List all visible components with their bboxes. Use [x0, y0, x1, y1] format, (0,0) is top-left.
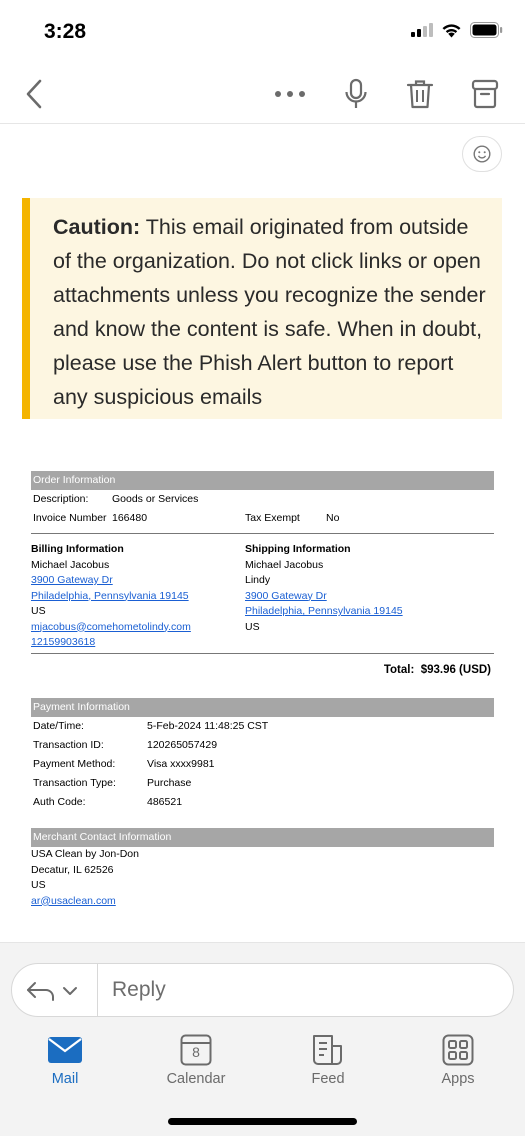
- more-horizontal-icon: [274, 90, 306, 98]
- payment-row: [31, 755, 494, 774]
- payment-row: [31, 793, 494, 812]
- merchant-email-link[interactable]: ar@usaclean.com: [31, 894, 116, 907]
- payment-row-label: Transaction Type:: [33, 777, 116, 789]
- chevron-down-icon: [62, 986, 78, 996]
- description-label: Description:: [33, 493, 89, 505]
- shipping-name: Michael Jacobus: [245, 558, 324, 571]
- billing-header: Billing Information: [31, 543, 124, 555]
- tab-calendar[interactable]: [151, 1033, 241, 1087]
- invoice-value: 166480: [112, 512, 148, 524]
- shipping-info: [245, 542, 403, 635]
- payment-row-label: Auth Code:: [33, 796, 86, 808]
- chevron-left-icon: [24, 78, 44, 110]
- cellular-signal-icon: [411, 23, 433, 37]
- description-row: [31, 490, 494, 509]
- back-button[interactable]: [14, 74, 54, 114]
- order-info-header: Order Information: [31, 471, 494, 490]
- reply-box[interactable]: [11, 963, 514, 1017]
- bottom-area: [0, 942, 525, 1136]
- payment-row: [31, 736, 494, 755]
- wifi-icon: [441, 22, 462, 38]
- merchant-country: US: [31, 879, 46, 891]
- payment-row-value: 486521: [147, 796, 183, 808]
- payment-row-label: Date/Time:: [33, 720, 84, 732]
- tab-mail-label: Mail: [51, 1071, 79, 1087]
- status-time: 3:28: [44, 20, 87, 43]
- invoice-row: [31, 509, 494, 528]
- external-email-caution-banner: [22, 198, 502, 419]
- divider: [97, 964, 98, 1016]
- billing-info: [31, 542, 191, 651]
- address-block: [31, 534, 494, 653]
- shipping-street-link[interactable]: 3900 Gateway Dr: [245, 589, 327, 602]
- status-icons: [411, 22, 503, 38]
- tab-feed-label: Feed: [311, 1071, 345, 1087]
- payment-info-header: Payment Information: [31, 698, 494, 717]
- tab-calendar-label: Calendar: [166, 1071, 226, 1087]
- receipt: [31, 471, 494, 909]
- caution-label: Caution:: [53, 215, 141, 239]
- description-value: Goods or Services: [112, 493, 199, 505]
- tax-exempt-value: No: [326, 512, 340, 524]
- status-bar: [0, 0, 525, 62]
- apps-icon: [442, 1034, 474, 1066]
- payment-row-value: Purchase: [147, 777, 192, 789]
- billing-street-link[interactable]: 3900 Gateway Dr: [31, 574, 113, 586]
- message-toolbar: [0, 62, 525, 124]
- microphone-icon: [344, 78, 368, 110]
- total-row: [31, 654, 494, 684]
- tab-bar: [0, 1033, 525, 1093]
- merchant-city: Decatur, IL 62526: [31, 863, 114, 876]
- billing-email-link[interactable]: mjacobus@comehometolindy.com: [31, 620, 191, 633]
- billing-country: US: [31, 605, 46, 617]
- billing-phone-link[interactable]: 12159903618: [31, 636, 96, 648]
- archive-icon: [471, 79, 499, 109]
- reply-input[interactable]: Reply: [112, 978, 166, 1001]
- payment-row-label: Payment Method:: [33, 758, 116, 770]
- delete-button[interactable]: [400, 74, 440, 114]
- feed-icon: [311, 1034, 345, 1066]
- tab-feed[interactable]: [283, 1033, 373, 1087]
- tab-mail[interactable]: [20, 1033, 110, 1087]
- reply-arrow-icon: [26, 980, 56, 1002]
- payment-row-value: 5-Feb-2024 11:48:25 CST: [147, 720, 269, 732]
- add-reaction-button[interactable]: [462, 136, 502, 172]
- tab-apps-label: Apps: [441, 1071, 475, 1087]
- smiley-icon: [473, 145, 491, 163]
- payment-row-label: Transaction ID:: [33, 739, 104, 751]
- home-indicator: [168, 1118, 357, 1125]
- dictate-button[interactable]: [336, 74, 376, 114]
- merchant-info: [31, 847, 494, 909]
- calendar-icon: [180, 1034, 212, 1066]
- total-label: Total:: [383, 664, 415, 676]
- caution-text: This email originated from outside of the organization. Do not click links or open attachments unless you recognize the sender and know the content is safe. When in doubt, please use the Phish Alert button to report any suspicious emails: [53, 215, 486, 409]
- payment-rows: [31, 717, 494, 812]
- shipping-country: US: [245, 620, 260, 633]
- payment-row: [31, 717, 494, 736]
- billing-city-link[interactable]: Philadelphia, Pennsylvania 19145: [31, 589, 189, 602]
- payment-row-value: 120265057429: [147, 739, 218, 751]
- shipping-company: Lindy: [245, 574, 271, 586]
- archive-button[interactable]: [465, 74, 505, 114]
- trash-icon: [406, 78, 434, 110]
- merchant-info-header: Merchant Contact Information: [31, 828, 494, 847]
- battery-icon: [470, 22, 503, 38]
- payment-row-value: Visa xxxx9981: [147, 758, 215, 770]
- invoice-label: Invoice Number: [33, 512, 107, 524]
- shipping-header: Shipping Information: [245, 543, 351, 555]
- billing-name: Michael Jacobus: [31, 558, 110, 571]
- mail-icon: [48, 1037, 82, 1063]
- payment-row: [31, 774, 494, 793]
- calendar-day: 8: [192, 1044, 200, 1060]
- merchant-name: USA Clean by Jon-Don: [31, 848, 139, 860]
- more-options-button[interactable]: [270, 74, 310, 114]
- reply-options-button[interactable]: [26, 976, 86, 1006]
- shipping-city-link[interactable]: Philadelphia, Pennsylvania 19145: [245, 605, 403, 617]
- tab-apps[interactable]: [413, 1033, 503, 1087]
- tax-exempt-label: Tax Exempt: [245, 512, 300, 524]
- total-value: $93.96 (USD): [420, 664, 491, 676]
